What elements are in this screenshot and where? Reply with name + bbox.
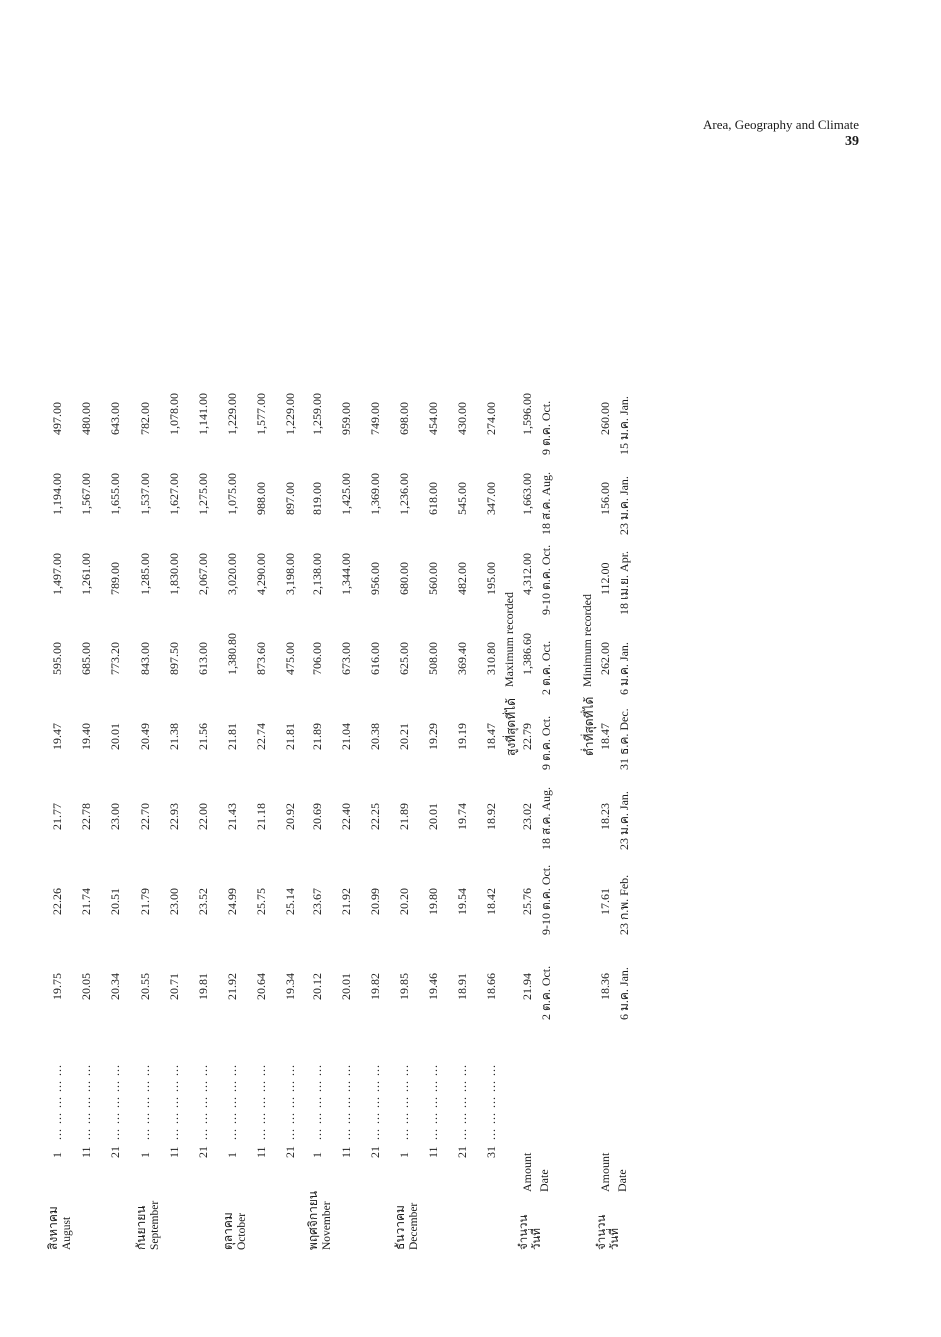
cell-value: 956.00: [368, 562, 382, 595]
cell-value: 19.19: [455, 723, 469, 750]
cell-value: 1,386.60: [520, 633, 534, 675]
leader-dots: ... ... ... ... ...: [397, 1064, 411, 1140]
cell-value: 23.67: [310, 888, 324, 915]
cell-value: 20.55: [138, 973, 152, 1000]
day-number: 21: [196, 1146, 210, 1158]
cell-value: 19.75: [50, 973, 64, 1000]
cell-value: 21.92: [339, 888, 353, 915]
cell-value: 2,138.00: [310, 553, 324, 595]
minimum-date-label: Date: [615, 1169, 629, 1192]
cell-value: 1,830.00: [167, 553, 181, 595]
leader-dots: ... ... ... ... ...: [310, 1064, 324, 1140]
month-name-english: November: [321, 1201, 333, 1250]
cell-value: 819.00: [310, 482, 324, 515]
table-row: [254, 190, 270, 1250]
cell-value: 24.99: [225, 888, 239, 915]
cell-value: 698.00: [397, 402, 411, 435]
cell-value: 1,285.00: [138, 553, 152, 595]
month-name-thai: สิงหาคม: [46, 1206, 60, 1250]
maximum-date-label: Date: [537, 1169, 551, 1192]
cell-value: 19.81: [196, 973, 210, 1000]
minimum-amount-row: [598, 190, 614, 1250]
cell-value: 873.60: [254, 642, 268, 675]
cell-date: 18 เม.ย. Apr.: [617, 550, 631, 615]
cell-value: 19.80: [426, 888, 440, 915]
cell-value: 20.51: [108, 888, 122, 915]
cell-value: 897.00: [283, 482, 297, 515]
leader-dots: ... ... ... ... ...: [167, 1064, 181, 1140]
cell-value: 23.00: [108, 803, 122, 830]
day-number: 21: [283, 1146, 297, 1158]
cell-value: 3,198.00: [283, 553, 297, 595]
cell-value: 618.00: [426, 482, 440, 515]
cell-value: 18.23: [598, 803, 612, 830]
cell-value: 21.04: [339, 723, 353, 750]
cell-value: 112.00: [598, 562, 612, 595]
cell-value: 19.47: [50, 723, 64, 750]
cell-value: 21.56: [196, 723, 210, 750]
cell-value: 773.20: [108, 642, 122, 675]
cell-value: 19.46: [426, 973, 440, 1000]
cell-value: 430.00: [455, 402, 469, 435]
page-number: 39: [845, 134, 859, 149]
table-row: [79, 190, 95, 1250]
cell-value: 959.00: [339, 402, 353, 435]
cell-value: 643.00: [108, 402, 122, 435]
leader-dots: ... ... ... ... ...: [50, 1064, 64, 1140]
cell-value: 25.75: [254, 888, 268, 915]
maximum-caption-english: Maximum recorded: [502, 592, 516, 687]
cell-value: 22.26: [50, 888, 64, 915]
cell-value: 260.00: [598, 402, 612, 435]
cell-value: 156.00: [598, 482, 612, 515]
cell-value: 749.00: [368, 402, 382, 435]
cell-value: 3,020.00: [225, 553, 239, 595]
cell-value: 20.38: [368, 723, 382, 750]
leader-dots: ... ... ... ... ...: [455, 1064, 469, 1140]
cell-date: 2 ต.ค. Oct.: [539, 965, 553, 1020]
cell-value: 18.47: [598, 723, 612, 750]
day-number: 1: [225, 1152, 239, 1158]
leader-dots: ... ... ... ... ...: [108, 1064, 122, 1140]
minimum-label-thai: จำนวน: [596, 1214, 608, 1250]
cell-value: 1,229.00: [225, 393, 239, 435]
cell-value: 19.74: [455, 803, 469, 830]
cell-date: 2 ต.ค. Oct.: [539, 640, 553, 695]
cell-value: 22.74: [254, 723, 268, 750]
table-row: [138, 190, 154, 1250]
cell-value: 480.00: [79, 402, 93, 435]
leader-dots: ... ... ... ... ...: [254, 1064, 268, 1140]
cell-value: 310.80: [484, 642, 498, 675]
maximum-amount-label: Amount: [520, 1152, 534, 1192]
month-name-thai: ตุลาคม: [221, 1212, 235, 1250]
cell-value: 21.94: [520, 973, 534, 1000]
cell-value: 20.01: [426, 803, 440, 830]
table-row: [50, 190, 66, 1250]
minimum-caption-thai: ต่ำที่สุดที่ได้: [582, 696, 596, 756]
day-number: 21: [455, 1146, 469, 1158]
cell-value: 1,567.00: [79, 473, 93, 515]
cell-value: 21.89: [310, 723, 324, 750]
leader-dots: ... ... ... ... ...: [138, 1064, 152, 1140]
cell-value: 1,380.80: [225, 633, 239, 675]
cell-value: 21.81: [283, 723, 297, 750]
leader-dots: ... ... ... ... ...: [79, 1064, 93, 1140]
cell-value: 19.29: [426, 723, 440, 750]
cell-value: 21.38: [167, 723, 181, 750]
day-number: 11: [339, 1146, 353, 1158]
cell-value: 22.78: [79, 803, 93, 830]
cell-date: 9 ต.ค. Oct.: [539, 715, 553, 770]
table-row: [196, 190, 212, 1250]
cell-value: 20.05: [79, 973, 93, 1000]
leader-dots: ... ... ... ... ...: [339, 1064, 353, 1140]
cell-value: 20.20: [397, 888, 411, 915]
cell-value: 1,078.00: [167, 393, 181, 435]
month-name-english: December: [408, 1202, 420, 1250]
minimum-label-thai-date: วันที่: [609, 1228, 621, 1250]
cell-value: 20.12: [310, 973, 324, 1000]
cell-value: 1,596.00: [520, 393, 534, 435]
cell-value: 1,655.00: [108, 473, 122, 515]
table-row: [484, 190, 500, 1250]
table-row: [108, 190, 124, 1250]
leader-dots: ... ... ... ... ...: [283, 1064, 297, 1140]
cell-value: 20.21: [397, 723, 411, 750]
day-number: 1: [310, 1152, 324, 1158]
cell-date: 18 ส.ค. Aug.: [539, 471, 553, 535]
day-number: 1: [138, 1152, 152, 1158]
cell-value: 18.66: [484, 973, 498, 1000]
day-number: 11: [426, 1146, 440, 1158]
cell-value: 560.00: [426, 562, 440, 595]
cell-value: 19.82: [368, 973, 382, 1000]
cell-date: 18 ส.ค. Aug.: [539, 786, 553, 850]
cell-value: 4,290.00: [254, 553, 268, 595]
cell-value: 782.00: [138, 402, 152, 435]
table-row: [167, 190, 183, 1250]
month-name-english: October: [236, 1212, 248, 1250]
cell-value: 21.18: [254, 803, 268, 830]
table-row: [310, 190, 326, 1250]
cell-value: 18.36: [598, 973, 612, 1000]
month-name-english: September: [149, 1200, 161, 1250]
cell-value: 988.00: [254, 482, 268, 515]
cell-value: 508.00: [426, 642, 440, 675]
maximum-caption-thai: สูงที่สุดที่ได้: [504, 698, 518, 756]
cell-value: 1,663.00: [520, 473, 534, 515]
minimum-amount-label: Amount: [598, 1152, 612, 1192]
cell-value: 23.00: [167, 888, 181, 915]
cell-value: 680.00: [397, 562, 411, 595]
chapter-title: Area, Geography and Climate: [703, 117, 859, 132]
cell-value: 1,236.00: [397, 473, 411, 515]
cell-value: 1,259.00: [310, 393, 324, 435]
cell-value: 789.00: [108, 562, 122, 595]
cell-value: 1,425.00: [339, 473, 353, 515]
day-number: 1: [397, 1152, 411, 1158]
cell-value: 25.14: [283, 888, 297, 915]
cell-value: 21.74: [79, 888, 93, 915]
table-row: [455, 190, 471, 1250]
cell-value: 21.43: [225, 803, 239, 830]
cell-value: 613.00: [196, 642, 210, 675]
cell-date: 9 ต.ค. Oct.: [539, 400, 553, 455]
leader-dots: ... ... ... ... ...: [225, 1064, 239, 1140]
month-name-english: August: [61, 1216, 73, 1250]
cell-value: 595.00: [50, 642, 64, 675]
cell-value: 18.42: [484, 888, 498, 915]
cell-date: 23 ม.ค. Jan.: [617, 791, 631, 850]
leader-dots: ... ... ... ... ...: [368, 1064, 382, 1140]
minimum-date-row: [615, 190, 631, 1250]
maximum-amount-row: [520, 190, 536, 1250]
cell-value: 22.25: [368, 803, 382, 830]
cell-value: 20.69: [310, 803, 324, 830]
cell-value: 19.40: [79, 723, 93, 750]
month-name-thai: พฤศจิกายน: [306, 1190, 320, 1250]
cell-value: 22.70: [138, 803, 152, 830]
cell-value: 1,577.00: [254, 393, 268, 435]
cell-value: 625.00: [397, 642, 411, 675]
cell-value: 20.49: [138, 723, 152, 750]
cell-value: 21.77: [50, 803, 64, 830]
cell-value: 475.00: [283, 642, 297, 675]
cell-value: 20.34: [108, 973, 122, 1000]
cell-value: 20.64: [254, 973, 268, 1000]
cell-value: 616.00: [368, 642, 382, 675]
cell-value: 20.01: [339, 973, 353, 1000]
cell-value: 195.00: [484, 562, 498, 595]
cell-date: 31 ธ.ค. Dec.: [617, 708, 631, 770]
cell-value: 20.92: [283, 803, 297, 830]
cell-date: 15 ม.ค. Jan.: [617, 396, 631, 455]
day-number: 31: [484, 1146, 498, 1158]
table-row: [368, 190, 384, 1250]
cell-value: 482.00: [455, 562, 469, 595]
leader-dots: ... ... ... ... ...: [426, 1064, 440, 1140]
cell-date: 6 ม.ค. Jan.: [617, 967, 631, 1020]
cell-value: 20.71: [167, 973, 181, 1000]
cell-value: 21.92: [225, 973, 239, 1000]
cell-value: 1,229.00: [283, 393, 297, 435]
cell-value: 1,075.00: [225, 473, 239, 515]
cell-value: 1,141.00: [196, 393, 210, 435]
cell-value: 1,194.00: [50, 473, 64, 515]
maximum-label-thai-date: วันที่: [531, 1228, 543, 1250]
cell-value: 22.79: [520, 723, 534, 750]
cell-value: 18.47: [484, 723, 498, 750]
cell-value: 706.00: [310, 642, 324, 675]
cell-value: 19.34: [283, 973, 297, 1000]
leader-dots: ... ... ... ... ...: [196, 1064, 210, 1140]
day-number: 21: [368, 1146, 382, 1158]
minimum-caption-english: Minimum recorded: [580, 594, 594, 687]
cell-value: 18.91: [455, 973, 469, 1000]
maximum-label-thai: จำนวน: [518, 1214, 530, 1250]
table-row: [225, 190, 241, 1250]
month-name-thai: กันยายน: [134, 1205, 148, 1250]
cell-value: 22.93: [167, 803, 181, 830]
cell-value: 897.50: [167, 642, 181, 675]
rotated-data-table: [46, 190, 650, 1250]
month-name-thai: ธันวาคม: [393, 1205, 407, 1250]
cell-value: 274.00: [484, 402, 498, 435]
cell-value: 1,627.00: [167, 473, 181, 515]
cell-value: 1,344.00: [339, 553, 353, 595]
cell-value: 22.40: [339, 803, 353, 830]
table-row: [397, 190, 413, 1250]
cell-value: 685.00: [79, 642, 93, 675]
cell-value: 21.89: [397, 803, 411, 830]
day-number: 11: [167, 1146, 181, 1158]
cell-date: 9-10 ต.ค. Oct.: [539, 864, 553, 935]
leader-dots: ... ... ... ... ...: [484, 1064, 498, 1140]
cell-date: 23 ม.ค. Jan.: [617, 476, 631, 535]
cell-value: 25.76: [520, 888, 534, 915]
cell-date: 6 ม.ค. Jan.: [617, 642, 631, 695]
cell-value: 843.00: [138, 642, 152, 675]
cell-value: 21.81: [225, 723, 239, 750]
maximum-date-row: [537, 190, 553, 1250]
day-number: 21: [108, 1146, 122, 1158]
cell-value: 19.54: [455, 888, 469, 915]
cell-value: 19.85: [397, 973, 411, 1000]
cell-value: 1,369.00: [368, 473, 382, 515]
cell-value: 17.61: [598, 888, 612, 915]
cell-value: 21.79: [138, 888, 152, 915]
cell-value: 545.00: [455, 482, 469, 515]
day-number: 11: [79, 1146, 93, 1158]
cell-value: 23.02: [520, 803, 534, 830]
cell-value: 673.00: [339, 642, 353, 675]
cell-value: 454.00: [426, 402, 440, 435]
cell-value: 20.99: [368, 888, 382, 915]
cell-value: 369.40: [455, 642, 469, 675]
cell-date: 23 ก.พ. Feb.: [617, 874, 631, 935]
day-number: 11: [254, 1146, 268, 1158]
table-row: [339, 190, 355, 1250]
cell-value: 23.52: [196, 888, 210, 915]
cell-value: 4,312.00: [520, 553, 534, 595]
day-number: 1: [50, 1152, 64, 1158]
cell-value: 22.00: [196, 803, 210, 830]
cell-date: 9-10 ต.ค. Oct.: [539, 544, 553, 615]
cell-value: 1,497.00: [50, 553, 64, 595]
table-row: [426, 190, 442, 1250]
cell-value: 18.92: [484, 803, 498, 830]
cell-value: 497.00: [50, 402, 64, 435]
cell-value: 1,261.00: [79, 553, 93, 595]
cell-value: 20.01: [108, 723, 122, 750]
cell-value: 1,275.00: [196, 473, 210, 515]
running-head: [703, 116, 859, 150]
cell-value: 2,067.00: [196, 553, 210, 595]
cell-value: 1,537.00: [138, 473, 152, 515]
cell-value: 347.00: [484, 482, 498, 515]
table-row: [283, 190, 299, 1250]
cell-value: 262.00: [598, 642, 612, 675]
